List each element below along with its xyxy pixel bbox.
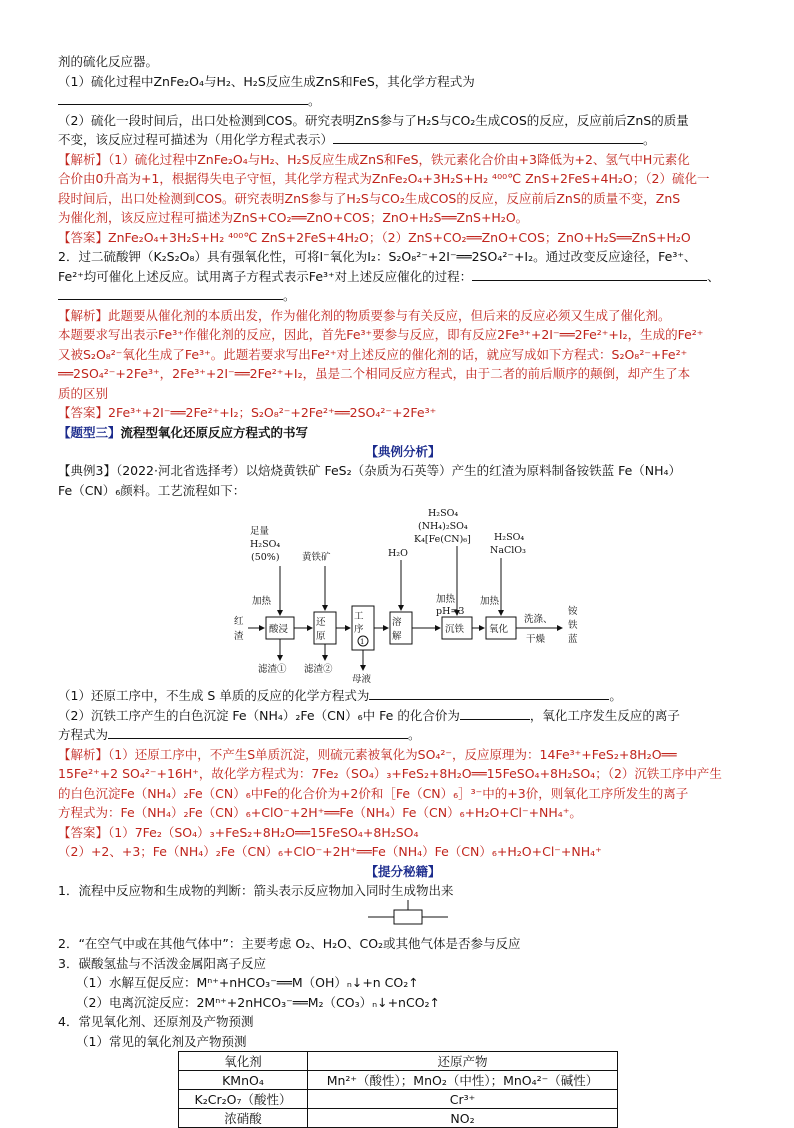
flow-end-label: 铁 bbox=[568, 620, 578, 631]
answer-line: 【答案】（1）7Fe₂（SO₄）₃+FeS₂+8H₂O══15FeSO₄+8H₂SO₄ bbox=[58, 824, 419, 840]
question-line: 方程式为 。 bbox=[58, 727, 421, 742]
tip-line: 3．碳酸氢盐与不活泼金属阳离子反应 bbox=[58, 955, 266, 971]
document-page bbox=[58, 52, 748, 1128]
table-row bbox=[179, 1109, 618, 1128]
flow-box-label: 酸浸 bbox=[269, 624, 289, 635]
svg-text:序: 序 bbox=[354, 624, 364, 635]
tip-line: 2．“在空气中或在其他气体中”：主要考虑 O₂、H₂O、CO₂或其他气体是否参与反应 bbox=[58, 936, 521, 951]
tip-line: （2）电离沉淀反应：2Mⁿ⁺+2nHCO₃⁻══M₂（CO₃）ₙ↓+nCO₂↑ bbox=[76, 994, 441, 1010]
answer-blank-line: 。 bbox=[58, 91, 748, 111]
flow-box-label: 沉铁 bbox=[445, 624, 465, 635]
tip-line: 4．常见氧化剂、还原剂及产物预测 bbox=[58, 1014, 254, 1029]
text-span: （1）还原工序中，不生成 S 单质的反应的化学方程式为 bbox=[58, 688, 370, 703]
svg-text:原: 原 bbox=[316, 631, 326, 642]
text-line: 剂的硫化反应器。 bbox=[58, 54, 159, 69]
question-line bbox=[58, 706, 748, 726]
flow-end-label: 铵 bbox=[568, 606, 578, 617]
answer-line: 【答案】2Fe³⁺+2I⁻══2Fe²⁺+I₂；S₂O₈²⁻+2Fe²⁺══2SO₄²⁻+2Fe³⁺ bbox=[58, 405, 437, 420]
flow-reagent-label: H₂SO₄ bbox=[428, 508, 459, 519]
analysis-line: 15Fe²⁺+2 SO₄²⁻+16H⁺，故化学方程式为：7Fe₂（SO₄）₃+FeS₂+8H₂O══15FeSO₄+8H₂SO₄；（2）沉铁工序中产生 bbox=[58, 766, 722, 781]
table-row bbox=[179, 1090, 618, 1109]
section-title: 流程型氧化还原反应方程式的书写 bbox=[120, 424, 309, 440]
table-header: 氧化剂 bbox=[179, 1052, 308, 1071]
section-heading bbox=[58, 423, 748, 443]
table-cell: Cr³⁺ bbox=[308, 1090, 618, 1109]
analysis-line: 【解析】此题要从催化剂的本质出发，作为催化剂的物质要参与有关反应，但后来的反应必须又生成了催化剂。 bbox=[58, 307, 671, 323]
question-line: （1）还原工序中，不生成 S 单质的反应的化学方程式为 。 bbox=[58, 688, 622, 703]
answer-line: 【答案】ZnFe₂O₄+3H₂S+H₂ ⁴⁰⁰℃ ZnS+2FeS+4H₂O；（2）ZnS+CO₂══ZnO+COS；ZnO+H₂S══ZnS+H₂O bbox=[58, 229, 691, 245]
table-cell: NO₂ bbox=[308, 1109, 618, 1128]
flow-reagent-label: 黄铁矿 bbox=[302, 552, 331, 563]
text-span: 不变，该反应过程可描述为（用化学方程式表示） bbox=[58, 132, 334, 147]
flow-reagent-label: H₂SO₄ bbox=[494, 532, 525, 543]
flow-condition-label: 加热 bbox=[252, 596, 272, 607]
flow-reagent-label: 足量 bbox=[250, 526, 270, 537]
analysis-line: 的白色沉淀Fe（NH₄）₂Fe（CN）₆中Fe的化合价为+2价和［Fe（CN）₆］³⁻中的+3价，则氧化工序所发生的离子 bbox=[58, 785, 689, 801]
tip-line: （1）常见的氧化剂及产物预测 bbox=[76, 1033, 247, 1049]
analysis-line: 【解析】（1）硫化过程中ZnFe₂O₄与H₂、H₂S反应生成ZnS和FeS，铁元素化合价由+3降低为+2、氢气中H元素化 bbox=[58, 151, 690, 167]
example-line: 【典例3】（2022·河北省选择考）以焙烧黄铁矿 FeS₂（杂质为石英等）产生的红渣为原料制备铵铁蓝 Fe（NH₄） bbox=[58, 463, 682, 478]
text-span: 方程式为 bbox=[58, 727, 109, 742]
text-span: Fe²⁺均可催化上述反应。试用离子方程式表示Fe³⁺对上述反应催化的过程： bbox=[58, 268, 473, 284]
table-row bbox=[179, 1071, 618, 1090]
section-tag: 【题型三】 bbox=[58, 424, 121, 440]
analysis-line: 方程式为：Fe（NH₄）₂Fe（CN）₆+ClO⁻+2H⁺══Fe（NH₄）Fe（CN）₆+H₂O+Cl⁻+NH₄⁺。 bbox=[58, 805, 582, 820]
flow-reagent-label: (NH₄)₂SO₄ bbox=[418, 521, 468, 532]
banner-tips: 【提分秘籍】 bbox=[365, 863, 441, 879]
table-cell: K₂Cr₂O₇（酸性） bbox=[179, 1090, 308, 1109]
flow-reagent-label: K₄[Fe(CN)₆] bbox=[414, 534, 471, 545]
text-line: 不变，该反应过程可描述为（用化学方程式表示） 。 bbox=[58, 132, 656, 147]
svg-text:解: 解 bbox=[392, 631, 402, 642]
text-line: （2）硫化一段时间后，出口处检测到COS。研究表明ZnS参与了H₂S与CO₂生成COS的反应，反应前后ZnS的质量 bbox=[58, 112, 689, 128]
flow-reagent-label: H₂SO₄ bbox=[250, 539, 281, 550]
table-header-row bbox=[179, 1052, 618, 1071]
svg-text:1: 1 bbox=[360, 638, 365, 646]
analysis-line: 合价由0升高为+1，根据得失电子守恒，其化学方程式为ZnFe₂O₄+3H₂S+H₂ ⁴⁰⁰℃ ZnS+2FeS+4H₂O；（2）硫化一 bbox=[58, 171, 710, 186]
text-span: 。 bbox=[283, 288, 296, 303]
analysis-line: 质的区别 bbox=[58, 385, 109, 401]
flow-reagent-label: NaClO₃ bbox=[490, 545, 526, 556]
table-cell: Mn²⁺（酸性）；MnO₂（中性）；MnO₄²⁻（碱性） bbox=[308, 1071, 618, 1090]
flow-end-label: 蓝 bbox=[568, 634, 578, 645]
flow-condition-label: pH=3 bbox=[436, 606, 465, 617]
text-span: ，氧化工序发生反应的离子 bbox=[529, 707, 680, 723]
flow-box-label: 氧化 bbox=[489, 624, 509, 635]
flow-wash-label: 干燥 bbox=[526, 634, 546, 645]
question-line: 2．过二硫酸钾（K₂S₂O₈）具有强氧化性，可将I⁻氧化为I₂：S₂O₈²⁻+2I⁻══2SO₄²⁻+I₂。通过改变反应途径，Fe³⁺、 bbox=[58, 249, 697, 264]
flow-output-label: 母液 bbox=[352, 674, 372, 684]
tip-line: 1．流程中反应物和生成物的判断：箭头表示反应物加入同时生成物出来 bbox=[58, 882, 454, 898]
flow-box-label: 还 bbox=[316, 617, 326, 628]
example-line: Fe（CN）₆颜料。工艺流程如下： bbox=[58, 482, 246, 498]
flow-output-label: 滤渣① bbox=[258, 664, 287, 675]
question-line: Fe²⁺均可催化上述反应。试用离子方程式表示Fe³⁺对上述反应催化的过程： 、 bbox=[58, 268, 720, 284]
flow-reagent-label: H₂O bbox=[388, 548, 408, 559]
text-span: （2）沉铁工序产生的白色沉淀 Fe（NH₄）₂Fe（CN）₆中 Fe 的化合价为 bbox=[58, 707, 460, 723]
answer-line: （2）+2、+3；Fe（NH₄）₂Fe（CN）₆+ClO⁻+2H⁺══Fe（NH₄）Fe（CN）₆+H₂O+Cl⁻+NH₄⁺ bbox=[58, 844, 602, 859]
answer-blank-line bbox=[58, 286, 748, 306]
flow-start-label: 红 bbox=[234, 616, 244, 627]
flow-wash-label: 洗涤、 bbox=[524, 614, 553, 625]
analysis-line: 【解析】（1）还原工序中，不产生S单质沉淀，则硫元素被氧化为SO₄²⁻，反应原理为：14Fe³⁺+FeS₂+8H₂O══ bbox=[58, 746, 677, 762]
tip-line: （1）水解互促反应：Mⁿ⁺+nHCO₃⁻══M（OH）ₙ↓+n CO₂↑ bbox=[76, 975, 419, 990]
flow-start-label: 渣 bbox=[234, 631, 244, 642]
table-cell: KMnO₄ bbox=[179, 1071, 308, 1090]
banner-example-analysis: 【典例分析】 bbox=[365, 444, 441, 459]
analysis-line: 本题要求写出表示Fe³⁺作催化剂的反应，因此，首先Fe³⁺要参与反应，即有反应2Fe³⁺+2I⁻══2Fe²⁺+I₂，生成的Fe²⁺ bbox=[58, 327, 704, 342]
svg-text:溶: 溶 bbox=[392, 617, 402, 628]
svg-text:工: 工 bbox=[354, 611, 364, 622]
flow-condition-label: 加热 bbox=[436, 594, 456, 605]
analysis-line: 又被S₂O₈²⁻氧化生成了Fe³⁺。此题若要求写出Fe²⁺对上述反应的催化剂的话，就应写成如下方程式：S₂O₈²⁻+Fe²⁺ bbox=[58, 346, 688, 362]
table-header: 还原产物 bbox=[308, 1052, 618, 1071]
process-flow-diagram bbox=[58, 502, 748, 684]
analysis-line: ══2SO₄²⁻+2Fe³⁺，2Fe³⁺+2I⁻══2Fe²⁺+I₂，虽是二个相同反应方程式，由于二者的前后顺序的颠倒，却产生了本 bbox=[58, 366, 691, 381]
flow-reagent-label: (50%) bbox=[251, 552, 280, 563]
flow-condition-label: 加热 bbox=[480, 596, 500, 607]
text-line: （1）硫化过程中ZnFe₂O₄与H₂、H₂S反应生成ZnS和FeS，其化学方程式为 bbox=[58, 73, 475, 89]
analysis-line: 为催化剂，该反应过程可描述为ZnS+CO₂══ZnO+COS；ZnO+H₂S══ZnS+H₂O。 bbox=[58, 210, 529, 225]
flow-output-label: 滤渣② bbox=[304, 664, 333, 675]
analysis-line: 段时间后，出口处检测到COS。研究表明ZnS参与了H₂S与CO₂生成COS的反应，反应前后ZnS的质量不变，ZnS bbox=[58, 190, 681, 206]
table-cell: 浓硝酸 bbox=[179, 1109, 308, 1128]
oxidant-table bbox=[178, 1051, 618, 1128]
box-arrow-diagram bbox=[58, 900, 748, 934]
